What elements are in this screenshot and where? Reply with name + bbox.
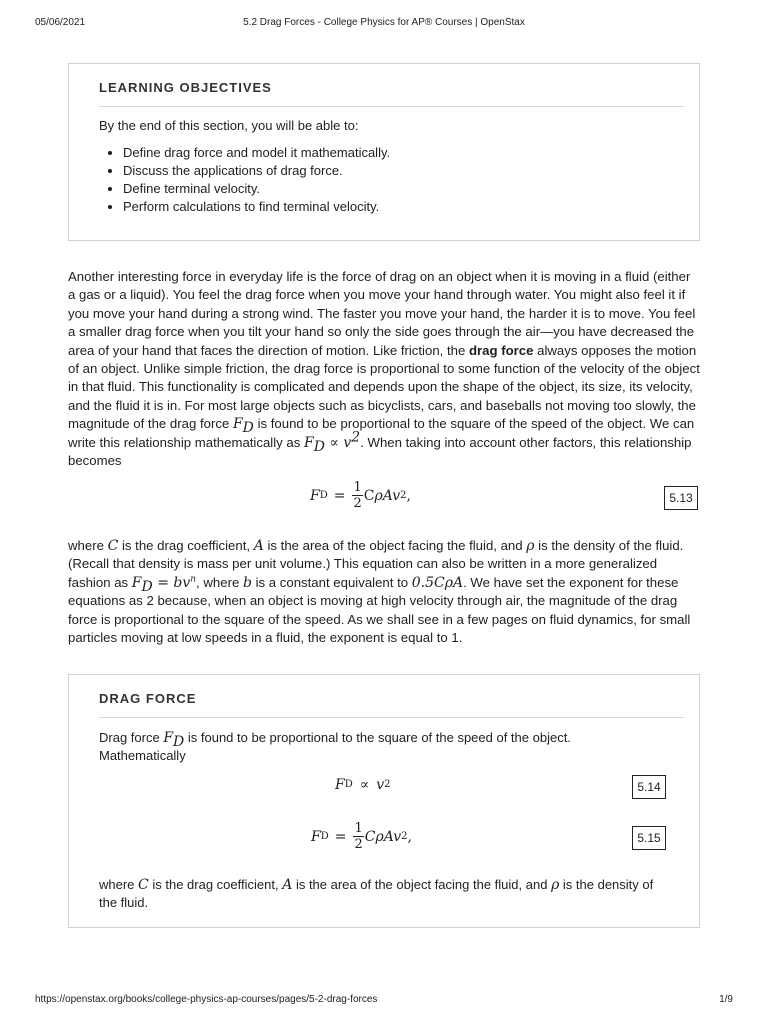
equation-number: 5.13 (664, 486, 698, 510)
learning-objectives-box (68, 63, 700, 241)
objective-item: • Define drag force and model it mathematically. (123, 144, 390, 162)
divider (99, 106, 684, 107)
math-rho: ρ (551, 877, 560, 893)
paragraph-text: is the drag coefficient, (118, 538, 254, 553)
math-generalized: $F_D = bv^n$ (131, 574, 197, 595)
learning-objectives-heading: LEARNING OBJECTIVES (99, 80, 272, 95)
paragraph-text: where (68, 538, 108, 553)
math-a: A (253, 538, 264, 554)
equation-5-14: F D ∝ v 2 (335, 777, 391, 793)
math-c: C (138, 877, 149, 893)
math-constant: 0.5CρA (411, 574, 464, 591)
equation-5-13: F D = $\frac{1}{2}$ C ρAv 2 , (310, 480, 411, 511)
drag-force-term: drag force (468, 342, 534, 358)
math-c: C (107, 538, 119, 554)
paragraph-text: is found to be proportional to the square of the speed of the object. Mathematically (99, 730, 571, 763)
print-url: https://openstax.org/books/college-physics-ap-courses/pages/5-2-drag-forces (35, 994, 378, 1005)
paragraph-text: is found to be proportional to the square of the speed of the object. We can write this relationship mathematically as (68, 416, 695, 450)
drag-force-where (99, 876, 659, 912)
equation-number: 5.14 (632, 775, 666, 799)
paragraph-text: . When taking into account other factors, this relationship becomes (68, 434, 692, 469)
paragraph-text: Another interesting force in everyday life is the force of drag on an object when it is moving in a fluid (either a gas or a liquid). You feel the drag force when you move your hand through water. You might also feel it if you move your hand during a strong wind. The faster you move your hand, the harder it is to move. You feel a smaller drag force when you tilt your hand so only the side goes through the air—you have decreased the area of your hand that faces the direction of motion. Like friction, the (68, 269, 696, 358)
print-title: 5.2 Drag Forces - College Physics for AP® Courses | OpenStax (243, 17, 525, 28)
paragraph-text: is the density of the fluid. (Recall that density is mass per unit volume.) This equation can also be written in a more generalized fashion as (68, 538, 684, 590)
objective-item: • Discuss the applications of drag force. (123, 162, 390, 180)
paragraph-text: is a constant equivalent to (251, 574, 412, 590)
equation-5-15: F D = $\frac{1}{2}$ CρAv 2 , (311, 821, 412, 852)
math-b: b (242, 574, 252, 591)
equation-number: 5.15 (632, 826, 666, 850)
math-rho: ρ (526, 538, 535, 554)
drag-force-box (68, 674, 700, 928)
objective-item: • Define terminal velocity. (123, 180, 390, 198)
paragraph-text: is the density of the fluid. (99, 877, 654, 910)
paragraph-text: , where (196, 574, 243, 590)
paragraph-text: Drag force (99, 730, 164, 745)
drag-coefficient-paragraph (68, 537, 700, 647)
paragraph-text: is the area of the object facing the fluid, and (263, 538, 527, 553)
objectives-intro: By the end of this section, you will be able to: (99, 118, 359, 133)
paragraph-text: always opposes the motion of an object. Unlike simple friction, the drag force is proportional to some function of the velocity of the object in that fluid. This functionality is complicated and depends upon the shape of the object, its size, its velocity, and the fluid it is in. For most large objects such as bicyclists, cars, and baseballs not moving too slowly, the magnitude of the drag force (68, 342, 700, 432)
print-date: 05/06/2021 (35, 17, 86, 28)
divider (99, 717, 684, 718)
paragraph-text: where (99, 877, 139, 892)
math-fd: $F_D$ (232, 416, 254, 437)
objectives-list (99, 144, 390, 216)
math-a: A (282, 877, 293, 893)
objective-item: • Perform calculations to find terminal velocity. (123, 198, 390, 216)
paragraph-text: . We have set the exponent for these equations as 2 because, when an object is moving at high velocity through air, the magnitude of the drag force is proportional to the square of the speed. As we shall see in a few pages on fluid dynamics, for small particles moving at low speeds in a fluid, the exponent is equal to 1. (68, 574, 691, 646)
math-proportional: $F_D \propto v^2$ (304, 429, 361, 455)
drag-intro-paragraph (68, 268, 700, 470)
drag-force-text (99, 729, 659, 765)
drag-force-heading: DRAG FORCE (99, 691, 197, 706)
math-fd: $F_D$ (163, 730, 185, 750)
paragraph-text: is the area of the object facing the fluid, and (292, 877, 552, 892)
paragraph-text: is the drag coefficient, (148, 877, 283, 892)
page-number: 1/9 (719, 994, 733, 1005)
